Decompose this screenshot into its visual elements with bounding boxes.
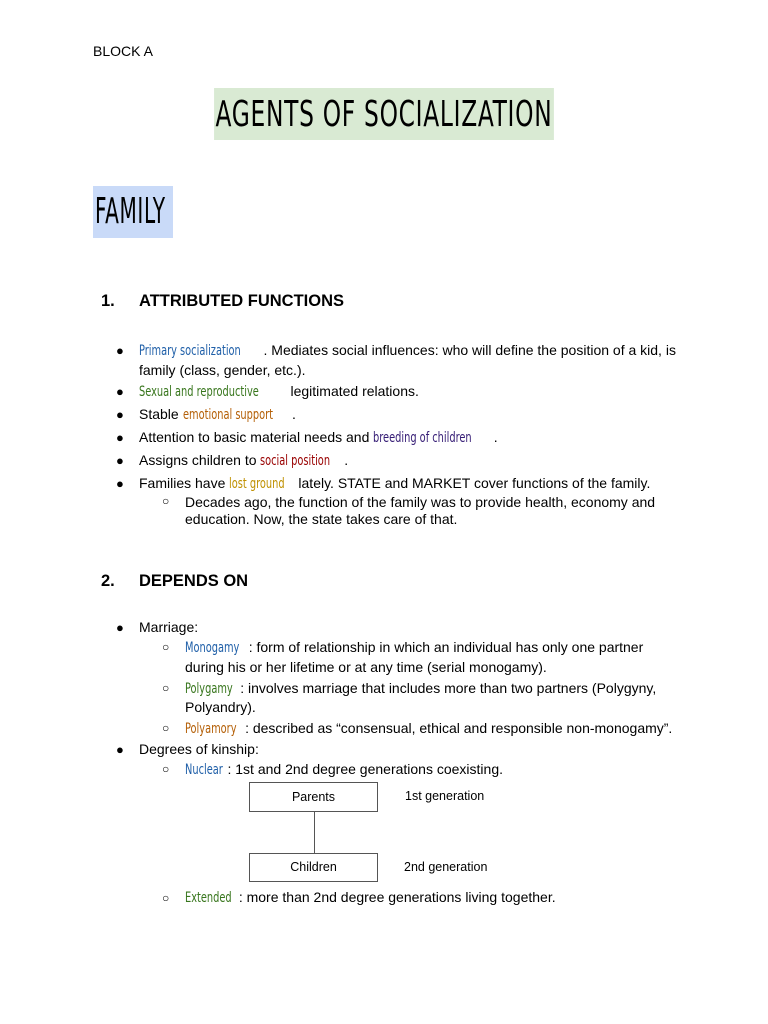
sub-bullet-icon: ○ [162,640,170,654]
sub-bullet-icon: ○ [162,762,170,776]
list-item-text: Assigns children to [139,452,261,468]
diagram-box-children: Children [249,853,378,882]
sub-list-item-text: : more than 2nd degree generations living together. [238,889,556,905]
keyword: lost ground [229,476,285,492]
sub-list-item-continuation: during his or her lifetime or at any time (serial monogamy). [185,659,547,675]
section-title-highlight [93,186,173,238]
sub-bullet-icon: ○ [162,891,170,905]
sub-list-item [185,760,503,780]
sub-list-item [185,679,656,699]
bullet-icon: ● [116,620,124,635]
bullet-icon: ● [116,453,124,468]
list-item-text: . [292,406,296,422]
bullet-icon: ● [116,384,124,399]
section-1-number: 1. [101,292,115,310]
list-item: Marriage: [139,619,199,635]
page-title-container [0,88,768,140]
section-1-heading [101,292,501,314]
sub-list-item-text: : involves marriage that includes more than two partners (Polygyny, [240,680,657,696]
bullet-icon: ● [116,407,124,422]
list-item-text: Attention to basic material needs and [139,429,374,445]
keyword: Sexual and reproductive [139,384,259,400]
bullet-icon: ● [116,742,124,757]
diagram-label-2nd-generation: 2nd generation [404,860,488,874]
list-item-text: . [344,452,349,468]
keyword: Primary socialization [139,343,241,359]
sub-list-item: Decades ago, the function of the family was to provide health, economy and [185,494,656,510]
keyword: Extended [185,890,232,906]
list-item-text: . [493,429,498,445]
sub-bullet-icon: ○ [162,721,170,735]
list-item [139,405,296,425]
list-item: Degrees of kinship: [139,741,259,757]
bullet-icon: ● [116,476,124,491]
sub-list-item [185,719,672,739]
list-item-text: Stable [139,406,183,422]
list-item-text: legitimated relations. [286,383,419,399]
sub-list-item-text: : described as “consensual, ethical and responsible non-monogamy”. [245,720,673,736]
section-2-heading [101,572,501,594]
list-item [139,474,650,494]
sub-list-item [185,638,643,658]
bullet-icon: ● [116,343,124,358]
section-2-number: 2. [101,572,115,590]
section-title: FAMILY [95,191,166,232]
keyword: Polygamy [185,681,233,697]
list-item [139,382,419,402]
section-1-title: ATTRIBUTED FUNCTIONS [139,292,345,310]
sub-list-item-continuation: Polyandry). [185,699,256,715]
keyword: social position [260,453,331,469]
list-item-continuation: family (class, gender, etc.). [139,362,306,378]
list-item-text: Families have [139,475,230,491]
page-title: AGENTS OF SOCIALIZATION [214,88,554,140]
list-item-text: lately. STATE and MARKET cover functions of the family. [294,475,651,491]
keyword: emotional support [182,407,273,423]
keyword: Nuclear [185,762,223,778]
block-label: BLOCK A [93,43,153,59]
sub-list-item [185,888,556,908]
list-item-text: . Mediates social influences: who will define the position of a kid, is [263,342,676,358]
keyword: Polyamory [185,721,237,737]
section-2-title: DEPENDS ON [139,572,249,590]
sub-list-item-text: : form of relationship in which an individual has only one partner [248,639,644,655]
keyword: breeding of children [373,430,472,446]
list-item [139,428,498,448]
list-item [139,341,676,361]
sub-bullet-icon: ○ [162,681,170,695]
sub-bullet-icon: ○ [162,494,170,508]
diagram-box-parents: Parents [249,782,378,812]
diagram-label-1st-generation: 1st generation [405,789,485,803]
sub-list-item-continuation: education. Now, the state takes care of that. [185,511,458,527]
list-item [139,451,348,471]
keyword: Monogamy [185,640,240,656]
sub-list-item-text: : 1st and 2nd degree generations coexisting. [227,761,504,777]
diagram-connector [314,812,315,853]
bullet-icon: ● [116,430,124,445]
